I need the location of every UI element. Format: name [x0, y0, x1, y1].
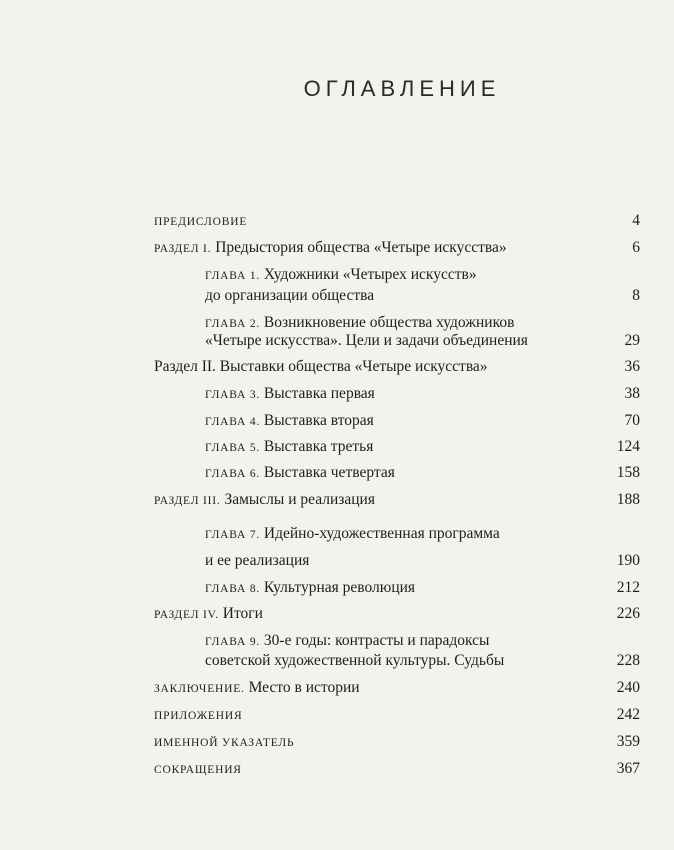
toc-entry-preface	[154, 210, 247, 233]
toc-entry-chapter-6	[205, 462, 395, 485]
toc-entry-label: ПРИЛОЖЕНИЯ	[154, 710, 243, 722]
toc-entry-text: Предыстория общества «Четыре искусства»	[215, 239, 507, 256]
toc-entry-text: 30-е годы: контрасты и парадоксы	[263, 632, 490, 649]
toc-entry-text: Возникновение общества художников	[263, 314, 515, 331]
toc-entry-section-1	[154, 237, 507, 260]
toc-page-number: 226	[616, 605, 640, 622]
toc-entry-label: РАЗДЕЛ IV.	[154, 609, 219, 621]
toc-entry-label: СОКРАЩЕНИЯ	[154, 764, 242, 776]
toc-entry-chapter-5	[205, 436, 373, 459]
toc-entry-chapter-1-line2: до организации общества	[205, 287, 375, 304]
toc-entry-text: Итоги	[222, 605, 263, 622]
toc-page-number: 124	[616, 438, 640, 455]
toc-page-number: 8	[632, 287, 640, 304]
toc-page-number: 29	[624, 332, 640, 349]
toc-entry-label: ИМЕННОЙ УКАЗАТЕЛЬ	[154, 737, 295, 749]
toc-page-number: 240	[616, 679, 640, 696]
toc-entry-label: ГЛАВА 6.	[205, 468, 261, 480]
page-title: ОГЛАВЛЕНИЕ	[303, 76, 501, 101]
toc-page-number: 6	[632, 239, 640, 256]
toc-page-number: 36	[624, 358, 640, 375]
toc-entry-label: Раздел II.	[154, 358, 216, 375]
toc-entry-label: ГЛАВА 2.	[205, 318, 261, 330]
toc-entry-text: Выставка четвертая	[263, 464, 395, 481]
toc-entry-label: ГЛАВА 3.	[205, 389, 261, 401]
toc-entry-label: ГЛАВА 5.	[205, 442, 261, 454]
toc-entry-text: Выставки общества «Четыре искусства»	[219, 358, 488, 375]
toc-page-number: 367	[616, 760, 640, 777]
toc-entry-label: ПРЕДИСЛОВИЕ	[154, 216, 248, 228]
toc-entry-text: Художники «Четырех искусств»	[263, 266, 477, 283]
toc-entry-chapter-8	[205, 577, 415, 600]
toc-entry-section-3	[154, 489, 375, 512]
toc-entry-chapter-4	[205, 410, 374, 433]
toc-entry-section-4	[154, 603, 263, 626]
toc-entry-abbreviations	[154, 758, 242, 781]
toc-entry-conclusion	[154, 677, 360, 700]
toc-entry-text: Выставка третья	[263, 438, 374, 455]
toc-entry-text: Место в истории	[248, 679, 360, 696]
toc-entry-label: ГЛАВА 7.	[205, 529, 261, 541]
toc-page-number: 158	[616, 464, 640, 481]
toc-page-number: 359	[616, 733, 640, 750]
toc-entry-section-2	[154, 356, 488, 378]
toc-entry-label: ГЛАВА 8.	[205, 583, 261, 595]
toc-entry-chapter-2-line2: «Четыре искусства». Цели и задачи объединения	[205, 332, 528, 349]
toc-page-number: 228	[616, 652, 640, 669]
toc-entry-appendices	[154, 704, 242, 727]
toc-page-number: 190	[616, 552, 640, 569]
toc-entry-text: Замыслы и реализация	[224, 491, 375, 508]
toc-entry-text: Идейно-художественная программа	[263, 525, 500, 542]
toc-entry-chapter-3	[205, 383, 375, 406]
toc-entry-label: РАЗДЕЛ III.	[154, 495, 221, 507]
toc-entry-chapter-9-line2: советской художественной культуры. Судьбы	[205, 652, 505, 669]
toc-entry-text: Выставка вторая	[263, 412, 374, 429]
toc-entry-text: Выставка первая	[263, 385, 375, 402]
toc-entry-label: ГЛАВА 9.	[205, 636, 261, 648]
toc-entry-name-index	[154, 731, 294, 754]
toc-entry-label: ЗАКЛЮЧЕНИЕ.	[154, 683, 245, 695]
toc-entry-label: ГЛАВА 4.	[205, 416, 261, 428]
toc-entry-chapter-7-line2: и ее реализация	[205, 552, 310, 569]
toc-entry-text: Культурная революция	[263, 579, 416, 596]
toc-entry-chapter-1	[205, 264, 477, 287]
toc-page-number: 212	[616, 579, 640, 596]
toc-page-number: 188	[616, 491, 640, 508]
toc-page-number: 70	[624, 412, 640, 429]
toc-page-number: 4	[632, 212, 640, 229]
toc-entry-chapter-7	[205, 523, 500, 546]
toc-entry-label: РАЗДЕЛ I.	[154, 243, 212, 255]
toc-entry-label: ГЛАВА 1.	[205, 270, 261, 282]
toc-page-number: 38	[624, 385, 640, 402]
toc-page-number: 242	[616, 706, 640, 723]
